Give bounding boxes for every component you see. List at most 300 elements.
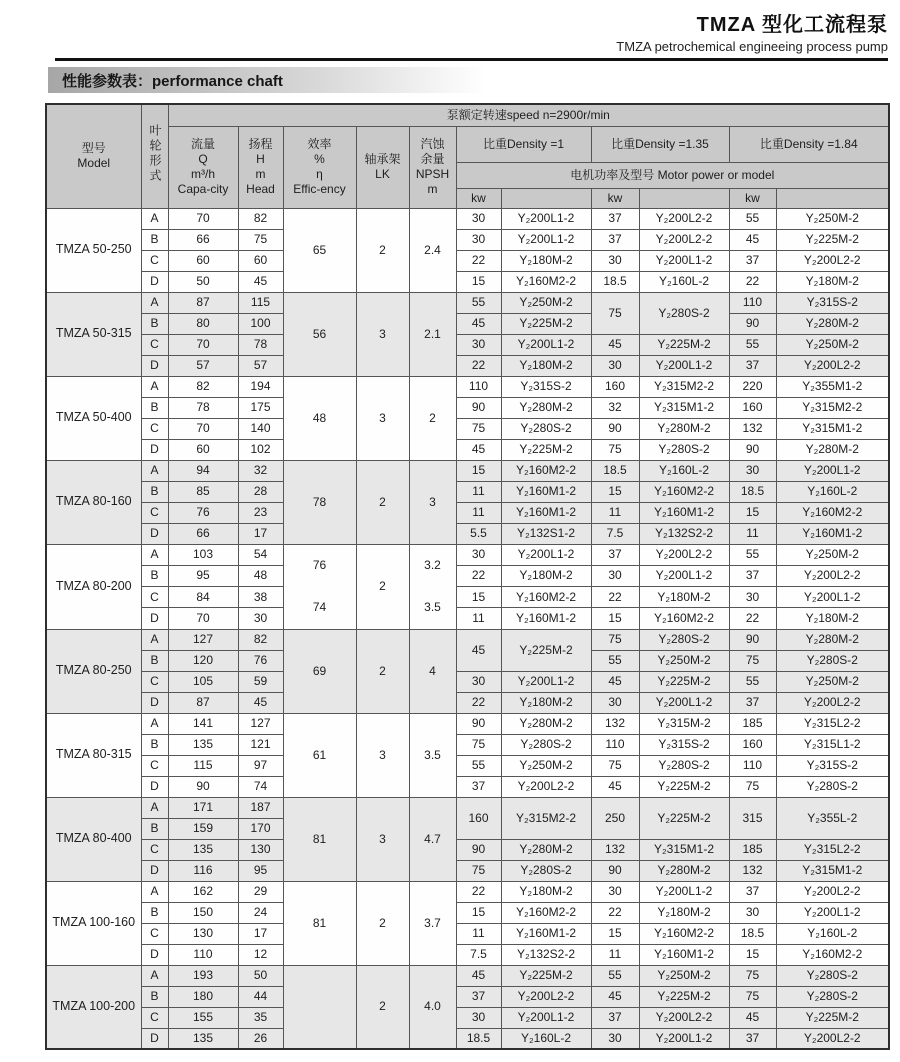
motor-kw-cell: 220	[729, 376, 776, 397]
impeller-form-cell: A	[141, 208, 168, 229]
table-row	[46, 481, 889, 502]
flow-cell: 70	[168, 334, 238, 355]
motor-kw-cell: 30	[729, 460, 776, 481]
motor-kw-cell: 30	[456, 671, 501, 692]
table-row	[46, 1028, 889, 1049]
kw-header-2: kw	[591, 188, 639, 208]
npsh-cell-bottom: 3.5	[424, 600, 441, 614]
flow-cell: 127	[168, 629, 238, 650]
impeller-form-cell: A	[141, 797, 168, 818]
table-row	[46, 523, 889, 544]
motor-model-cell: Y₂160M1-2	[501, 608, 591, 629]
motor-kw-cell: 37	[729, 355, 776, 376]
motor-model-cell: Y₂315L2-2	[776, 839, 889, 860]
motor-kw-cell: 18.5	[591, 460, 639, 481]
head-cell: 38	[238, 587, 283, 608]
motor-kw-cell: 22	[591, 902, 639, 923]
npsh-cell: 2.4	[409, 208, 456, 292]
motor-model-cell: Y₂280S-2	[776, 986, 889, 1007]
motor-model-cell: Y₂315S-2	[501, 376, 591, 397]
head-cell: 78	[238, 334, 283, 355]
motor-model-cell: Y₂160M2-2	[639, 923, 729, 944]
motor-kw-cell: 15	[729, 502, 776, 523]
npsh-column-header: 汽蚀 余量 NPSH m	[409, 126, 456, 208]
motor-model-cell: Y₂280S-2	[776, 965, 889, 986]
impeller-form-cell: C	[141, 250, 168, 271]
motor-kw-cell: 11	[729, 523, 776, 544]
impeller-form-cell: A	[141, 376, 168, 397]
motor-model-cell: Y₂280S-2	[501, 418, 591, 439]
table-row	[46, 629, 889, 650]
impeller-form-cell: B	[141, 734, 168, 755]
table-row	[46, 229, 889, 250]
motor-kw-cell: 37	[729, 565, 776, 586]
motor-kw-cell: 55	[729, 544, 776, 565]
flow-cell: 87	[168, 692, 238, 713]
motor-model-cell: Y₂225M-2	[639, 986, 729, 1007]
table-row	[46, 776, 889, 797]
motor-kw-cell: 15	[456, 902, 501, 923]
npsh-cell	[409, 544, 456, 629]
impeller-form-cell: B	[141, 902, 168, 923]
motor-kw-cell: 75	[591, 292, 639, 334]
impeller-form-cell: A	[141, 881, 168, 902]
impeller-form-cell: A	[141, 292, 168, 313]
impeller-form-cell: C	[141, 334, 168, 355]
motor-model-cell: Y₂280M-2	[776, 313, 889, 334]
motor-model-cell: Y₂355L-2	[776, 797, 889, 839]
motor-model-cell: Y₂250M-2	[639, 965, 729, 986]
npsh-cell-top: 3.2	[424, 558, 441, 572]
table-row	[46, 271, 889, 292]
impeller-form-cell: B	[141, 481, 168, 502]
flow-cell: 193	[168, 965, 238, 986]
motor-kw-cell: 11	[591, 944, 639, 965]
motor-kw-cell: 37	[729, 1028, 776, 1049]
head-cell: 175	[238, 397, 283, 418]
section-title: 性能参数表：performance chaft	[62, 72, 283, 90]
motor-model-cell: Y₂200L1-2	[501, 544, 591, 565]
npsh-cell: 4.7	[409, 797, 456, 881]
head-cell: 74	[238, 776, 283, 797]
npsh-cell: 3.7	[409, 881, 456, 965]
impeller-form-cell: D	[141, 608, 168, 629]
model-cell: TMZA 50-250	[46, 208, 141, 292]
table-row	[46, 923, 889, 944]
table-row	[46, 986, 889, 1007]
motor-model-cell: Y₂200L2-2	[501, 776, 591, 797]
motor-kw-cell: 11	[456, 923, 501, 944]
efficiency-cell: 56	[283, 292, 356, 376]
motor-model-cell: Y₂180M-2	[776, 271, 889, 292]
motor-kw-cell: 75	[729, 650, 776, 671]
motor-kw-cell: 30	[591, 565, 639, 586]
motor-model-cell: Y₂315M1-2	[639, 397, 729, 418]
impeller-form-cell: D	[141, 523, 168, 544]
head-cell: 48	[238, 565, 283, 586]
motor-kw-cell: 55	[729, 671, 776, 692]
head-cell: 30	[238, 608, 283, 629]
motor-model-header-3	[776, 188, 889, 208]
motor-model-cell: Y₂200L1-2	[639, 881, 729, 902]
motor-model-cell: Y₂250M-2	[776, 208, 889, 229]
impeller-form-cell: D	[141, 271, 168, 292]
motor-kw-cell: 30	[456, 229, 501, 250]
flow-cell: 90	[168, 776, 238, 797]
motor-model-cell: Y₂180M-2	[639, 902, 729, 923]
impeller-form-cell: A	[141, 629, 168, 650]
motor-model-cell: Y₂180M-2	[776, 608, 889, 629]
motor-kw-cell: 15	[456, 271, 501, 292]
motor-kw-cell: 15	[591, 923, 639, 944]
flow-cell: 115	[168, 755, 238, 776]
motor-model-cell: Y₂200L2-2	[776, 250, 889, 271]
impeller-form-cell: C	[141, 1007, 168, 1028]
motor-kw-cell: 90	[456, 713, 501, 734]
motor-model-cell: Y₂132S1-2	[501, 523, 591, 544]
motor-model-cell: Y₂250M-2	[501, 292, 591, 313]
motor-kw-cell: 45	[456, 629, 501, 671]
impeller-form-cell: A	[141, 713, 168, 734]
motor-kw-cell: 30	[729, 902, 776, 923]
performance-table	[45, 103, 890, 1050]
motor-kw-cell: 37	[729, 250, 776, 271]
table-row	[46, 397, 889, 418]
head-cell: 12	[238, 944, 283, 965]
table-row	[46, 355, 889, 376]
impeller-form-cell: C	[141, 502, 168, 523]
head-cell: 130	[238, 839, 283, 860]
motor-model-cell: Y₂180M-2	[501, 355, 591, 376]
head-cell: 97	[238, 755, 283, 776]
motor-kw-cell: 22	[729, 271, 776, 292]
motor-kw-cell: 160	[591, 376, 639, 397]
head-cell: 24	[238, 902, 283, 923]
motor-kw-cell: 75	[456, 734, 501, 755]
impeller-form-cell: D	[141, 439, 168, 460]
motor-kw-cell: 55	[729, 208, 776, 229]
motor-model-cell: Y₂280M-2	[776, 439, 889, 460]
head-cell: 76	[238, 650, 283, 671]
motor-model-cell: Y₂250M-2	[776, 544, 889, 565]
motor-kw-cell: 90	[591, 418, 639, 439]
table-row	[46, 860, 889, 881]
impeller-form-cell: D	[141, 355, 168, 376]
flow-cell: 85	[168, 481, 238, 502]
motor-model-cell: Y₂160M2-2	[501, 587, 591, 608]
motor-model-cell: Y₂250M-2	[776, 334, 889, 355]
motor-kw-cell: 15	[456, 587, 501, 608]
impeller-form-cell: D	[141, 860, 168, 881]
efficiency-cell	[283, 965, 356, 1049]
motor-model-cell: Y₂160M2-2	[501, 271, 591, 292]
flow-cell: 82	[168, 376, 238, 397]
motor-model-cell: Y₂200L1-2	[639, 355, 729, 376]
head-cell: 75	[238, 229, 283, 250]
motor-model-cell: Y₂225M-2	[501, 629, 591, 671]
motor-kw-cell: 45	[456, 439, 501, 460]
motor-kw-cell: 160	[729, 397, 776, 418]
motor-kw-cell: 18.5	[729, 923, 776, 944]
impeller-form-cell: C	[141, 923, 168, 944]
motor-kw-cell: 132	[591, 713, 639, 734]
flow-cell: 78	[168, 397, 238, 418]
motor-model-cell: Y₂160M1-2	[501, 502, 591, 523]
motor-model-cell: Y₂200L1-2	[776, 902, 889, 923]
motor-model-cell: Y₂180M-2	[639, 587, 729, 608]
kw-header-3: kw	[729, 188, 776, 208]
motor-model-cell: Y₂280M-2	[776, 629, 889, 650]
motor-model-cell: Y₂250M-2	[639, 650, 729, 671]
flow-column-header: 流量 Q m³/h Capa-city	[168, 126, 238, 208]
motor-model-cell: Y₂160M2-2	[639, 481, 729, 502]
motor-model-cell: Y₂225M-2	[501, 439, 591, 460]
motor-kw-cell: 75	[591, 755, 639, 776]
motor-model-cell: Y₂315M-2	[639, 713, 729, 734]
motor-model-cell: Y₂200L1-2	[501, 1007, 591, 1028]
motor-kw-cell: 160	[729, 734, 776, 755]
head-cell: 44	[238, 986, 283, 1007]
motor-model-cell: Y₂280S-2	[639, 629, 729, 650]
impeller-form-cell: B	[141, 397, 168, 418]
bearing-frame-cell: 2	[356, 208, 409, 292]
motor-model-cell: Y₂160L-2	[639, 271, 729, 292]
npsh-cell: 3.5	[409, 713, 456, 797]
motor-model-cell: Y₂200L2-2	[639, 208, 729, 229]
flow-cell: 80	[168, 313, 238, 334]
head-cell: 54	[238, 544, 283, 565]
motor-kw-cell: 30	[591, 355, 639, 376]
motor-kw-cell: 22	[456, 881, 501, 902]
impeller-form-cell: C	[141, 839, 168, 860]
flow-cell: 180	[168, 986, 238, 1007]
motor-kw-cell: 11	[456, 608, 501, 629]
impeller-form-cell: D	[141, 944, 168, 965]
motor-kw-cell: 75	[591, 439, 639, 460]
motor-power-header: 电机功率及型号 Motor power or model	[456, 162, 889, 188]
motor-kw-cell: 32	[591, 397, 639, 418]
head-cell: 127	[238, 713, 283, 734]
model-cell: TMZA 100-160	[46, 881, 141, 965]
head-cell: 35	[238, 1007, 283, 1028]
motor-kw-cell: 22	[729, 608, 776, 629]
table-row	[46, 881, 889, 902]
efficiency-cell: 78	[283, 460, 356, 544]
flow-cell: 155	[168, 1007, 238, 1028]
head-cell: 140	[238, 418, 283, 439]
bearing-frame-cell: 2	[356, 460, 409, 544]
motor-model-cell: Y₂225M-2	[639, 797, 729, 839]
table-row	[46, 565, 889, 586]
section-title-bar	[48, 67, 656, 93]
motor-kw-cell: 132	[729, 418, 776, 439]
table-row	[46, 713, 889, 734]
efficiency-cell-top: 76	[312, 558, 327, 572]
impeller-column-header: 叶轮形式	[141, 104, 168, 208]
flow-cell: 135	[168, 1028, 238, 1049]
motor-model-cell: Y₂200L1-2	[501, 671, 591, 692]
motor-model-cell: Y₂315M2-2	[639, 376, 729, 397]
motor-kw-cell: 45	[591, 986, 639, 1007]
motor-model-cell: Y₂225M-2	[501, 965, 591, 986]
motor-kw-cell: 30	[591, 1028, 639, 1049]
motor-model-cell: Y₂180M-2	[501, 565, 591, 586]
motor-model-cell: Y₂200L1-2	[776, 587, 889, 608]
motor-model-cell: Y₂315M2-2	[501, 797, 591, 839]
motor-kw-cell: 22	[456, 692, 501, 713]
head-cell: 102	[238, 439, 283, 460]
motor-kw-cell: 160	[456, 797, 501, 839]
motor-model-cell: Y₂160M1-2	[639, 944, 729, 965]
npsh-cell: 2.1	[409, 292, 456, 376]
motor-kw-cell: 30	[456, 544, 501, 565]
motor-kw-cell: 30	[456, 334, 501, 355]
impeller-form-cell: A	[141, 544, 168, 565]
motor-kw-cell: 110	[729, 292, 776, 313]
flow-cell: 76	[168, 502, 238, 523]
table-body	[46, 208, 889, 1049]
table-row	[46, 376, 889, 397]
motor-model-cell: Y₂225M-2	[639, 671, 729, 692]
flow-cell: 105	[168, 671, 238, 692]
table-row	[46, 334, 889, 355]
motor-model-cell: Y₂160M2-2	[639, 608, 729, 629]
impeller-form-cell: C	[141, 671, 168, 692]
table-row	[46, 544, 889, 565]
impeller-form-cell: B	[141, 229, 168, 250]
motor-kw-cell: 132	[591, 839, 639, 860]
bearing-frame-cell: 2	[356, 965, 409, 1049]
motor-model-header-2	[639, 188, 729, 208]
motor-kw-cell: 55	[591, 650, 639, 671]
head-cell: 23	[238, 502, 283, 523]
motor-kw-cell: 45	[591, 776, 639, 797]
flow-cell: 110	[168, 944, 238, 965]
impeller-form-cell: B	[141, 565, 168, 586]
motor-model-cell: Y₂160L-2	[501, 1028, 591, 1049]
motor-kw-cell: 30	[591, 692, 639, 713]
motor-model-cell: Y₂315M1-2	[776, 418, 889, 439]
efficiency-cell: 81	[283, 797, 356, 881]
table-header	[46, 104, 889, 208]
head-cell: 100	[238, 313, 283, 334]
bearing-frame-cell: 3	[356, 797, 409, 881]
motor-kw-cell: 75	[591, 629, 639, 650]
motor-kw-cell: 15	[456, 460, 501, 481]
flow-cell: 116	[168, 860, 238, 881]
head-cell: 60	[238, 250, 283, 271]
motor-model-cell: Y₂280S-2	[639, 755, 729, 776]
density-184-header: 比重Density =1.84	[729, 126, 889, 162]
motor-model-cell: Y₂160M1-2	[639, 502, 729, 523]
head-cell: 45	[238, 692, 283, 713]
motor-model-cell: Y₂200L1-2	[776, 460, 889, 481]
flow-cell: 141	[168, 713, 238, 734]
motor-kw-cell: 15	[591, 608, 639, 629]
head-cell: 194	[238, 376, 283, 397]
motor-model-cell: Y₂315L1-2	[776, 734, 889, 755]
flow-cell: 70	[168, 608, 238, 629]
motor-kw-cell: 37	[591, 208, 639, 229]
model-cell: TMZA 50-315	[46, 292, 141, 376]
motor-model-cell: Y₂200L2-2	[776, 355, 889, 376]
flow-cell: 50	[168, 271, 238, 292]
motor-kw-cell: 30	[456, 1007, 501, 1028]
motor-kw-cell: 110	[591, 734, 639, 755]
header-divider	[55, 58, 888, 61]
page-subtitle: TMZA petrochemical engineeing process pump	[616, 39, 888, 54]
motor-model-cell: Y₂225M-2	[501, 313, 591, 334]
model-cell: TMZA 50-400	[46, 376, 141, 460]
head-cell: 187	[238, 797, 283, 818]
motor-model-cell: Y₂180M-2	[501, 250, 591, 271]
motor-kw-cell: 110	[456, 376, 501, 397]
motor-kw-cell: 110	[729, 755, 776, 776]
model-cell: TMZA 80-250	[46, 629, 141, 713]
table-row	[46, 313, 889, 334]
bearing-frame-cell: 2	[356, 544, 409, 629]
impeller-form-cell: A	[141, 460, 168, 481]
rated-speed-header: 泵额定转速speed n=2900r/min	[168, 104, 889, 126]
motor-model-cell: Y₂200L2-2	[639, 544, 729, 565]
efficiency-column-header: 效率 % η Effic-ency	[283, 126, 356, 208]
motor-model-cell: Y₂200L1-2	[639, 1028, 729, 1049]
motor-kw-cell: 22	[456, 250, 501, 271]
motor-model-cell: Y₂132S2-2	[639, 523, 729, 544]
flow-cell: 87	[168, 292, 238, 313]
kw-header-1: kw	[456, 188, 501, 208]
motor-model-cell: Y₂160M2-2	[776, 502, 889, 523]
motor-model-cell: Y₂280S-2	[639, 439, 729, 460]
motor-kw-cell: 132	[729, 860, 776, 881]
table-row	[46, 587, 889, 608]
motor-model-cell: Y₂315L2-2	[776, 713, 889, 734]
motor-kw-cell: 45	[591, 671, 639, 692]
efficiency-cell	[283, 544, 356, 629]
motor-model-cell: Y₂315S-2	[776, 292, 889, 313]
flow-cell: 84	[168, 587, 238, 608]
motor-kw-cell: 30	[591, 250, 639, 271]
flow-cell: 159	[168, 818, 238, 839]
motor-kw-cell: 75	[456, 860, 501, 881]
model-cell: TMZA 80-200	[46, 544, 141, 629]
bearing-frame-cell: 2	[356, 629, 409, 713]
head-cell: 17	[238, 923, 283, 944]
motor-kw-cell: 75	[456, 418, 501, 439]
motor-model-cell: Y₂280S-2	[501, 734, 591, 755]
flow-cell: 150	[168, 902, 238, 923]
motor-kw-cell: 7.5	[591, 523, 639, 544]
table-row	[46, 692, 889, 713]
bearing-frame-cell: 3	[356, 376, 409, 460]
motor-kw-cell: 22	[456, 355, 501, 376]
motor-kw-cell: 55	[456, 292, 501, 313]
page-header	[0, 0, 900, 54]
motor-model-cell: Y₂250M-2	[501, 755, 591, 776]
impeller-form-cell: B	[141, 986, 168, 1007]
motor-kw-cell: 5.5	[456, 523, 501, 544]
motor-model-cell: Y₂355M1-2	[776, 376, 889, 397]
motor-kw-cell: 75	[729, 986, 776, 1007]
table-row	[46, 1007, 889, 1028]
motor-model-cell: Y₂160L-2	[776, 481, 889, 502]
model-cell: TMZA 100-200	[46, 965, 141, 1049]
impeller-form-cell: C	[141, 755, 168, 776]
motor-kw-cell: 185	[729, 839, 776, 860]
efficiency-cell: 48	[283, 376, 356, 460]
motor-model-cell: Y₂200L1-2	[639, 250, 729, 271]
motor-model-cell: Y₂280S-2	[776, 650, 889, 671]
